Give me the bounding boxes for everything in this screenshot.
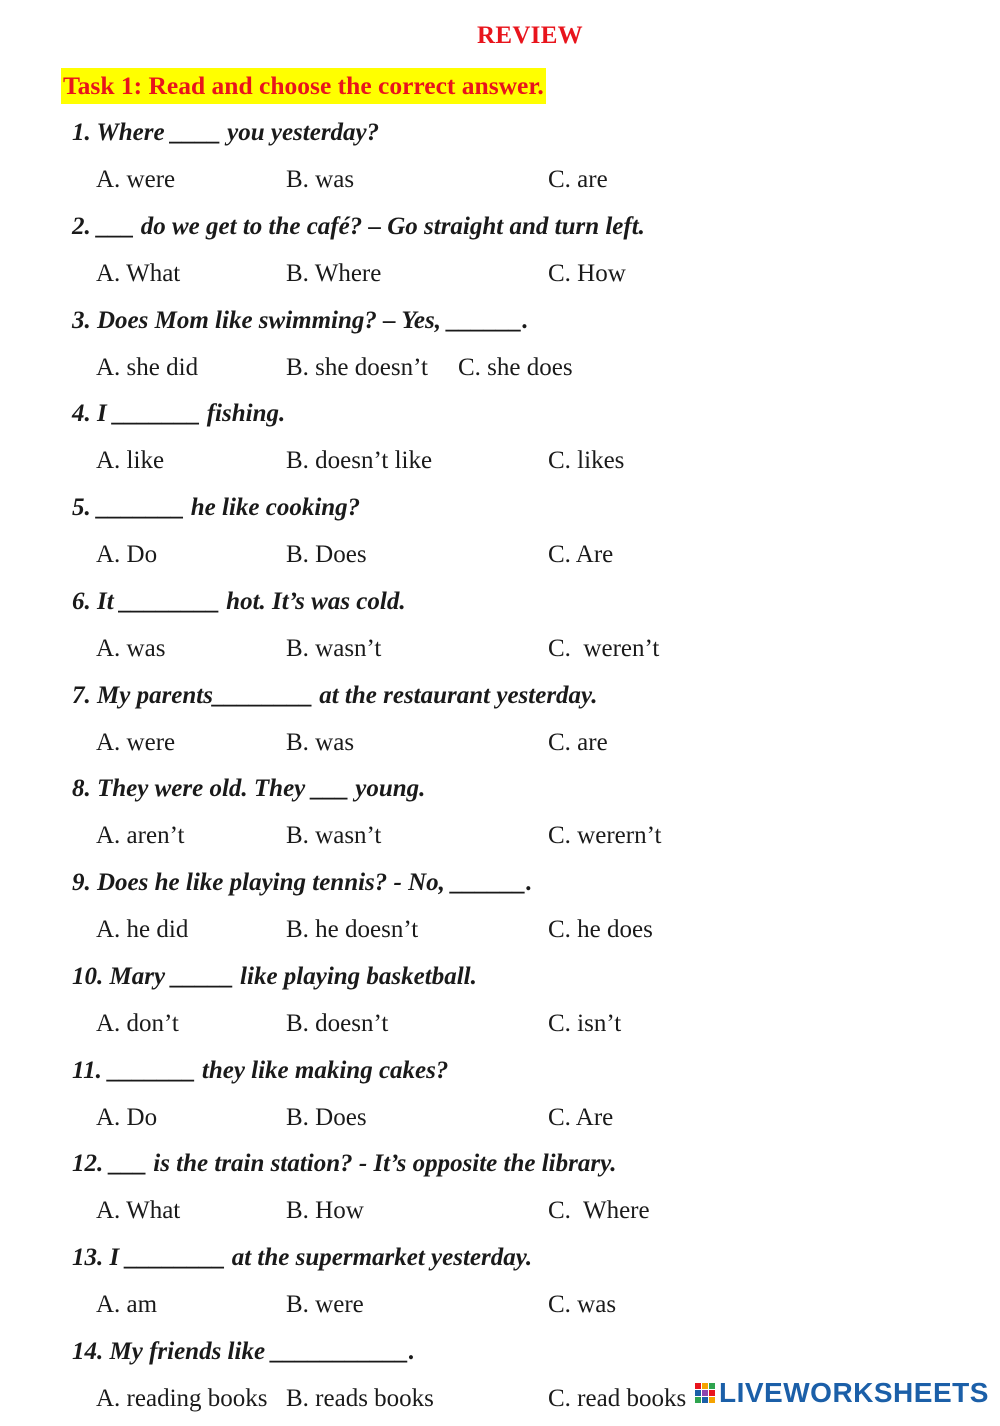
- question-text: 3. Does Mom like swimming? – Yes, ______.: [72, 306, 529, 334]
- option-b[interactable]: B. Where: [286, 259, 382, 287]
- option-a[interactable]: A. What: [96, 259, 181, 287]
- question-7: [0, 676, 1000, 770]
- option-c[interactable]: C. he does: [548, 916, 653, 943]
- option-c[interactable]: C. read books: [548, 1384, 687, 1412]
- option-c[interactable]: C. was: [548, 1291, 617, 1318]
- option-c[interactable]: C. likes: [548, 447, 625, 475]
- question-4: [0, 394, 1000, 488]
- question-6: [0, 582, 1000, 676]
- question-1: [0, 113, 1000, 207]
- option-c[interactable]: C. Are: [548, 541, 614, 568]
- option-a[interactable]: A. were: [96, 728, 176, 756]
- option-b[interactable]: B. wasn’t: [286, 822, 382, 850]
- option-c[interactable]: C. werern’t: [548, 822, 662, 850]
- option-b[interactable]: B. she doesn’t: [286, 353, 428, 381]
- watermark-text: LIVEWORKSHEETS: [719, 1377, 989, 1408]
- question-11: [0, 1051, 1000, 1145]
- question-text: 8. They were old. They ___ young.: [72, 775, 426, 803]
- option-b[interactable]: B. he doesn’t: [286, 916, 419, 943]
- question-12: [0, 1144, 1000, 1238]
- question-3: [0, 301, 1000, 395]
- option-b[interactable]: B. doesn’t: [286, 1009, 389, 1037]
- option-b[interactable]: B. doesn’t like: [286, 447, 433, 475]
- question-text: 12. ___ is the train station? - It’s opposite the library.: [72, 1150, 617, 1178]
- question-text: 4. I _______ fishing.: [72, 400, 286, 428]
- option-b[interactable]: B. was: [286, 166, 355, 193]
- question-5: [0, 488, 1000, 582]
- liveworksheets-watermark: [694, 1376, 989, 1410]
- option-b[interactable]: B. was: [286, 728, 355, 756]
- option-c[interactable]: C. are: [548, 166, 608, 193]
- option-c[interactable]: C. How: [548, 259, 626, 287]
- question-10: [0, 957, 1000, 1051]
- question-text: 1. Where ____ you yesterday?: [72, 119, 380, 146]
- question-text: 14. My friends like ___________.: [72, 1337, 416, 1365]
- question-text: 13. I ________ at the supermarket yesterday.: [72, 1244, 533, 1271]
- liveworksheets-logo-icon: [694, 1381, 716, 1405]
- question-list: [0, 113, 1000, 1426]
- option-c[interactable]: C. isn’t: [548, 1009, 622, 1037]
- option-c[interactable]: C. Are: [548, 1103, 614, 1131]
- question-text: 11. _______ they like making cakes?: [72, 1056, 449, 1084]
- option-a[interactable]: A. don’t: [96, 1009, 179, 1037]
- option-b[interactable]: B. were: [286, 1291, 364, 1318]
- option-b[interactable]: B. wasn’t: [286, 634, 382, 662]
- option-a[interactable]: A. were: [96, 166, 176, 193]
- option-c[interactable]: C. are: [548, 728, 608, 756]
- option-b[interactable]: B. reads books: [286, 1384, 434, 1412]
- option-a[interactable]: A. am: [96, 1291, 158, 1318]
- option-b[interactable]: B. Does: [286, 541, 367, 568]
- question-text: 9. Does he like playing tennis? - No, ______.: [72, 869, 533, 896]
- option-a[interactable]: A. What: [96, 1197, 181, 1225]
- option-a[interactable]: A. he did: [96, 916, 189, 943]
- option-b[interactable]: B. How: [286, 1197, 364, 1225]
- question-9: [0, 863, 1000, 957]
- option-b[interactable]: B. Does: [286, 1103, 367, 1131]
- question-text: 7. My parents________ at the restaurant yesterday.: [72, 681, 598, 709]
- task-heading: Task 1: Read and choose the correct answer.: [61, 68, 546, 104]
- question-text: 6. It ________ hot. It’s was cold.: [72, 587, 406, 615]
- page-title: REVIEW: [477, 22, 583, 49]
- question-text: 5. _______ he like cooking?: [72, 494, 361, 521]
- question-8: [0, 769, 1000, 863]
- option-c[interactable]: C. Where: [548, 1197, 650, 1225]
- option-c[interactable]: C. she does: [458, 353, 573, 381]
- option-a[interactable]: A. aren’t: [96, 822, 185, 850]
- question-13: [0, 1238, 1000, 1332]
- option-a[interactable]: A. reading books: [96, 1384, 268, 1412]
- question-text: 10. Mary _____ like playing basketball.: [72, 962, 477, 990]
- option-a[interactable]: A. Do: [96, 541, 158, 568]
- option-a[interactable]: A. like: [96, 447, 165, 475]
- question-text: 2. ___ do we get to the café? – Go straight and turn left.: [72, 212, 645, 240]
- question-2: [0, 207, 1000, 301]
- option-a[interactable]: A. Do: [96, 1103, 158, 1131]
- option-a[interactable]: A. she did: [96, 353, 199, 381]
- option-c[interactable]: C. weren’t: [548, 634, 660, 662]
- option-a[interactable]: A. was: [96, 634, 166, 662]
